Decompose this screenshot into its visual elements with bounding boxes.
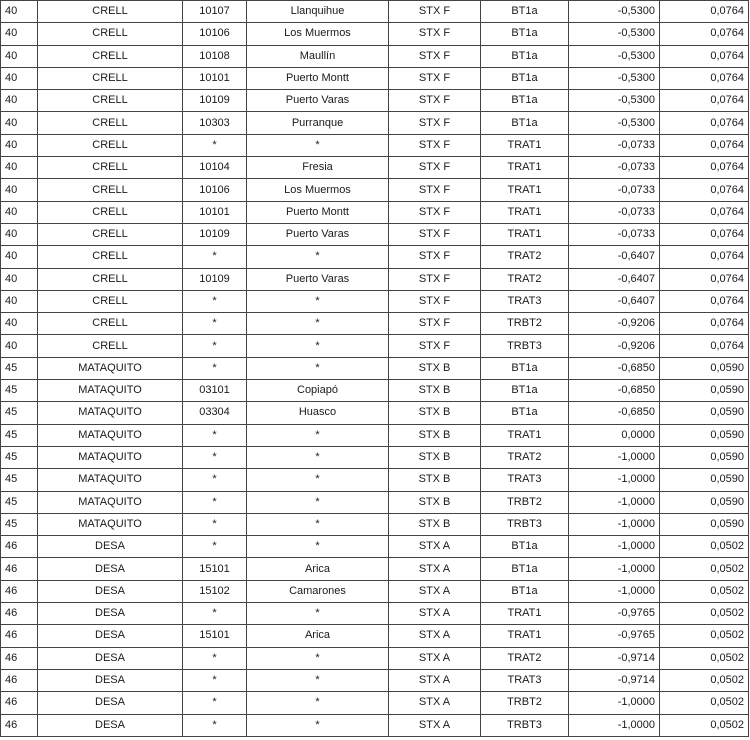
stx-cell: STX F (389, 90, 481, 112)
code-cell: * (183, 647, 247, 669)
name-cell: MATAQUITO (38, 402, 183, 424)
id-cell: 40 (1, 45, 38, 67)
table-row (1, 290, 749, 312)
table-row (1, 246, 749, 268)
category-cell: TRAT1 (481, 625, 569, 647)
commune-cell: Puerto Montt (247, 201, 389, 223)
rate-cell: 0,0764 (660, 179, 749, 201)
stx-cell: STX B (389, 424, 481, 446)
commune-cell: Puerto Varas (247, 268, 389, 290)
value-cell: -0,9714 (569, 669, 660, 691)
rate-cell: 0,0502 (660, 558, 749, 580)
rate-cell: 0,0590 (660, 357, 749, 379)
category-cell: TRAT2 (481, 647, 569, 669)
rate-cell: 0,0590 (660, 402, 749, 424)
rate-cell: 0,0502 (660, 625, 749, 647)
table-body (1, 1, 749, 737)
category-cell: TRBT2 (481, 313, 569, 335)
id-cell: 45 (1, 446, 38, 468)
value-cell: -1,0000 (569, 446, 660, 468)
category-cell: TRBT3 (481, 714, 569, 736)
code-cell: 03304 (183, 402, 247, 424)
rate-cell: 0,0764 (660, 246, 749, 268)
table-row (1, 90, 749, 112)
category-cell: BT1a (481, 402, 569, 424)
value-cell: -0,9765 (569, 625, 660, 647)
category-cell: BT1a (481, 23, 569, 45)
table-row (1, 536, 749, 558)
code-cell: * (183, 714, 247, 736)
commune-cell: * (247, 357, 389, 379)
table-row (1, 669, 749, 691)
name-cell: CRELL (38, 45, 183, 67)
name-cell: CRELL (38, 335, 183, 357)
stx-cell: STX B (389, 446, 481, 468)
id-cell: 46 (1, 692, 38, 714)
name-cell: CRELL (38, 268, 183, 290)
stx-cell: STX B (389, 513, 481, 535)
category-cell: TRAT2 (481, 268, 569, 290)
code-cell: 10107 (183, 1, 247, 23)
value-cell: -0,9206 (569, 335, 660, 357)
name-cell: CRELL (38, 112, 183, 134)
commune-cell: * (247, 469, 389, 491)
rate-cell: 0,0502 (660, 669, 749, 691)
id-cell: 40 (1, 1, 38, 23)
category-cell: TRAT1 (481, 603, 569, 625)
stx-cell: STX F (389, 1, 481, 23)
table-row (1, 313, 749, 335)
rate-cell: 0,0502 (660, 603, 749, 625)
rate-cell: 0,0764 (660, 201, 749, 223)
commune-cell: Llanquihue (247, 1, 389, 23)
commune-cell: * (247, 134, 389, 156)
value-cell: -0,6850 (569, 380, 660, 402)
name-cell: DESA (38, 580, 183, 602)
category-cell: BT1a (481, 380, 569, 402)
code-cell: * (183, 446, 247, 468)
value-cell: -0,6407 (569, 268, 660, 290)
code-cell: 03101 (183, 380, 247, 402)
id-cell: 46 (1, 536, 38, 558)
value-cell: -0,0733 (569, 223, 660, 245)
code-cell: 10109 (183, 223, 247, 245)
table-row (1, 380, 749, 402)
commune-cell: * (247, 424, 389, 446)
category-cell: TRAT3 (481, 469, 569, 491)
table-row (1, 223, 749, 245)
name-cell: DESA (38, 669, 183, 691)
id-cell: 40 (1, 179, 38, 201)
value-cell: -0,0733 (569, 201, 660, 223)
commune-cell: * (247, 603, 389, 625)
code-cell: 10303 (183, 112, 247, 134)
rate-cell: 0,0764 (660, 134, 749, 156)
value-cell: -0,9765 (569, 603, 660, 625)
commune-cell: * (247, 513, 389, 535)
stx-cell: STX F (389, 134, 481, 156)
value-cell: -1,0000 (569, 513, 660, 535)
rate-cell: 0,0590 (660, 380, 749, 402)
commune-cell: Los Muermos (247, 23, 389, 45)
category-cell: TRAT1 (481, 179, 569, 201)
code-cell: 10106 (183, 179, 247, 201)
table-row (1, 23, 749, 45)
id-cell: 40 (1, 201, 38, 223)
name-cell: DESA (38, 536, 183, 558)
name-cell: CRELL (38, 246, 183, 268)
value-cell: -0,5300 (569, 90, 660, 112)
name-cell: CRELL (38, 23, 183, 45)
stx-cell: STX B (389, 491, 481, 513)
stx-cell: STX A (389, 603, 481, 625)
code-cell: 10108 (183, 45, 247, 67)
commune-cell: * (247, 692, 389, 714)
table-row (1, 402, 749, 424)
rate-cell: 0,0764 (660, 290, 749, 312)
name-cell: CRELL (38, 134, 183, 156)
rate-cell: 0,0764 (660, 112, 749, 134)
code-cell: * (183, 669, 247, 691)
name-cell: DESA (38, 625, 183, 647)
stx-cell: STX A (389, 647, 481, 669)
category-cell: BT1a (481, 580, 569, 602)
category-cell: TRAT1 (481, 223, 569, 245)
category-cell: TRAT3 (481, 290, 569, 312)
value-cell: -0,0733 (569, 157, 660, 179)
name-cell: MATAQUITO (38, 446, 183, 468)
id-cell: 45 (1, 491, 38, 513)
id-cell: 40 (1, 134, 38, 156)
stx-cell: STX A (389, 714, 481, 736)
table-row (1, 558, 749, 580)
category-cell: BT1a (481, 67, 569, 89)
category-cell: TRBT3 (481, 335, 569, 357)
category-cell: BT1a (481, 1, 569, 23)
id-cell: 40 (1, 112, 38, 134)
name-cell: DESA (38, 714, 183, 736)
category-cell: BT1a (481, 90, 569, 112)
id-cell: 40 (1, 90, 38, 112)
commune-cell: Huasco (247, 402, 389, 424)
id-cell: 46 (1, 647, 38, 669)
rate-cell: 0,0764 (660, 23, 749, 45)
code-cell: 10104 (183, 157, 247, 179)
table-row (1, 580, 749, 602)
category-cell: TRAT1 (481, 134, 569, 156)
value-cell: -0,5300 (569, 23, 660, 45)
rate-cell: 0,0590 (660, 469, 749, 491)
name-cell: MATAQUITO (38, 469, 183, 491)
rate-cell: 0,0590 (660, 491, 749, 513)
code-cell: * (183, 290, 247, 312)
code-cell: * (183, 424, 247, 446)
code-cell: 10101 (183, 67, 247, 89)
commune-cell: Fresia (247, 157, 389, 179)
commune-cell: * (247, 491, 389, 513)
rate-cell: 0,0764 (660, 1, 749, 23)
table-row (1, 491, 749, 513)
name-cell: MATAQUITO (38, 424, 183, 446)
category-cell: TRBT2 (481, 692, 569, 714)
table-row (1, 714, 749, 736)
id-cell: 40 (1, 223, 38, 245)
stx-cell: STX A (389, 580, 481, 602)
id-cell: 46 (1, 625, 38, 647)
name-cell: MATAQUITO (38, 357, 183, 379)
id-cell: 46 (1, 558, 38, 580)
category-cell: BT1a (481, 536, 569, 558)
code-cell: 15101 (183, 558, 247, 580)
rate-cell: 0,0764 (660, 335, 749, 357)
value-cell: -0,6407 (569, 290, 660, 312)
category-cell: BT1a (481, 112, 569, 134)
name-cell: MATAQUITO (38, 491, 183, 513)
commune-cell: * (247, 446, 389, 468)
table-row (1, 357, 749, 379)
table-row (1, 692, 749, 714)
value-cell: -0,9714 (569, 647, 660, 669)
table-row (1, 179, 749, 201)
commune-cell: Puerto Varas (247, 90, 389, 112)
commune-cell: Los Muermos (247, 179, 389, 201)
commune-cell: * (247, 335, 389, 357)
commune-cell: Maullín (247, 45, 389, 67)
value-cell: -1,0000 (569, 469, 660, 491)
value-cell: -1,0000 (569, 714, 660, 736)
name-cell: CRELL (38, 157, 183, 179)
stx-cell: STX F (389, 290, 481, 312)
code-cell: * (183, 335, 247, 357)
stx-cell: STX F (389, 179, 481, 201)
table-row (1, 134, 749, 156)
stx-cell: STX A (389, 692, 481, 714)
name-cell: CRELL (38, 179, 183, 201)
id-cell: 40 (1, 23, 38, 45)
rate-cell: 0,0764 (660, 157, 749, 179)
code-cell: * (183, 603, 247, 625)
commune-cell: * (247, 246, 389, 268)
table-row (1, 157, 749, 179)
code-cell: 15101 (183, 625, 247, 647)
name-cell: CRELL (38, 67, 183, 89)
stx-cell: STX A (389, 558, 481, 580)
stx-cell: STX F (389, 313, 481, 335)
name-cell: DESA (38, 603, 183, 625)
code-cell: 10106 (183, 23, 247, 45)
rate-cell: 0,0764 (660, 90, 749, 112)
rate-cell: 0,0764 (660, 45, 749, 67)
stx-cell: STX F (389, 45, 481, 67)
commune-cell: Purranque (247, 112, 389, 134)
code-cell: * (183, 134, 247, 156)
commune-cell: Camarones (247, 580, 389, 602)
code-cell: 10109 (183, 268, 247, 290)
table-row (1, 45, 749, 67)
commune-cell: * (247, 313, 389, 335)
name-cell: DESA (38, 647, 183, 669)
table-row (1, 603, 749, 625)
rate-cell: 0,0764 (660, 223, 749, 245)
value-cell: -0,5300 (569, 67, 660, 89)
commune-cell: * (247, 290, 389, 312)
stx-cell: STX B (389, 469, 481, 491)
id-cell: 45 (1, 424, 38, 446)
value-cell: -0,6850 (569, 402, 660, 424)
code-cell: * (183, 513, 247, 535)
commune-cell: Arica (247, 625, 389, 647)
name-cell: MATAQUITO (38, 380, 183, 402)
table-row (1, 112, 749, 134)
table-row (1, 67, 749, 89)
category-cell: TRAT1 (481, 201, 569, 223)
rate-cell: 0,0502 (660, 580, 749, 602)
code-cell: 10101 (183, 201, 247, 223)
rate-cell: 0,0590 (660, 446, 749, 468)
rate-cell: 0,0590 (660, 513, 749, 535)
name-cell: CRELL (38, 223, 183, 245)
rate-cell: 0,0764 (660, 313, 749, 335)
category-cell: BT1a (481, 357, 569, 379)
rate-cell: 0,0502 (660, 536, 749, 558)
commune-cell: Puerto Montt (247, 67, 389, 89)
commune-cell: Copiapó (247, 380, 389, 402)
stx-cell: STX F (389, 246, 481, 268)
table-row (1, 647, 749, 669)
table-row (1, 201, 749, 223)
code-cell: * (183, 469, 247, 491)
stx-cell: STX F (389, 67, 481, 89)
category-cell: BT1a (481, 45, 569, 67)
stx-cell: STX F (389, 268, 481, 290)
category-cell: TRAT3 (481, 669, 569, 691)
value-cell: -0,0733 (569, 179, 660, 201)
id-cell: 46 (1, 580, 38, 602)
value-cell: -0,6407 (569, 246, 660, 268)
code-cell: * (183, 246, 247, 268)
stx-cell: STX F (389, 201, 481, 223)
code-cell: * (183, 536, 247, 558)
value-cell: -0,6850 (569, 357, 660, 379)
stx-cell: STX A (389, 536, 481, 558)
id-cell: 45 (1, 513, 38, 535)
value-cell: -1,0000 (569, 558, 660, 580)
code-cell: * (183, 357, 247, 379)
value-cell: -1,0000 (569, 491, 660, 513)
category-cell: TRAT2 (481, 446, 569, 468)
rate-cell: 0,0502 (660, 692, 749, 714)
table-row (1, 469, 749, 491)
rate-cell: 0,0764 (660, 268, 749, 290)
table-row (1, 625, 749, 647)
stx-cell: STX F (389, 112, 481, 134)
name-cell: CRELL (38, 90, 183, 112)
category-cell: TRAT1 (481, 157, 569, 179)
rate-cell: 0,0502 (660, 714, 749, 736)
code-cell: * (183, 692, 247, 714)
stx-cell: STX A (389, 625, 481, 647)
category-cell: TRBT2 (481, 491, 569, 513)
id-cell: 40 (1, 67, 38, 89)
stx-cell: STX F (389, 23, 481, 45)
commune-cell: Arica (247, 558, 389, 580)
value-cell: -0,5300 (569, 1, 660, 23)
id-cell: 45 (1, 380, 38, 402)
stx-cell: STX B (389, 357, 481, 379)
value-cell: -0,0733 (569, 134, 660, 156)
id-cell: 40 (1, 313, 38, 335)
code-cell: * (183, 313, 247, 335)
name-cell: CRELL (38, 1, 183, 23)
category-cell: BT1a (481, 558, 569, 580)
name-cell: DESA (38, 692, 183, 714)
table-row (1, 1, 749, 23)
stx-cell: STX A (389, 669, 481, 691)
category-cell: TRAT2 (481, 246, 569, 268)
table-row (1, 446, 749, 468)
commune-cell: * (247, 669, 389, 691)
stx-cell: STX F (389, 157, 481, 179)
commune-cell: * (247, 647, 389, 669)
id-cell: 40 (1, 268, 38, 290)
stx-cell: STX B (389, 402, 481, 424)
table-row (1, 335, 749, 357)
name-cell: CRELL (38, 313, 183, 335)
commune-cell: * (247, 714, 389, 736)
id-cell: 45 (1, 469, 38, 491)
stx-cell: STX B (389, 380, 481, 402)
rate-cell: 0,0764 (660, 67, 749, 89)
id-cell: 45 (1, 402, 38, 424)
name-cell: CRELL (38, 290, 183, 312)
category-cell: TRAT1 (481, 424, 569, 446)
code-cell: 10109 (183, 90, 247, 112)
commune-cell: Puerto Varas (247, 223, 389, 245)
code-cell: 15102 (183, 580, 247, 602)
category-cell: TRBT3 (481, 513, 569, 535)
id-cell: 40 (1, 335, 38, 357)
stx-cell: STX F (389, 223, 481, 245)
table-row (1, 268, 749, 290)
name-cell: MATAQUITO (38, 513, 183, 535)
value-cell: -0,9206 (569, 313, 660, 335)
rate-cell: 0,0502 (660, 647, 749, 669)
table-row (1, 513, 749, 535)
value-cell: -1,0000 (569, 692, 660, 714)
value-cell: -1,0000 (569, 536, 660, 558)
id-cell: 46 (1, 603, 38, 625)
id-cell: 40 (1, 157, 38, 179)
id-cell: 40 (1, 290, 38, 312)
value-cell: -0,5300 (569, 45, 660, 67)
code-cell: * (183, 491, 247, 513)
commune-cell: * (247, 536, 389, 558)
value-cell: 0,0000 (569, 424, 660, 446)
name-cell: DESA (38, 558, 183, 580)
value-cell: -1,0000 (569, 580, 660, 602)
id-cell: 40 (1, 246, 38, 268)
rate-cell: 0,0590 (660, 424, 749, 446)
stx-cell: STX F (389, 335, 481, 357)
id-cell: 45 (1, 357, 38, 379)
value-cell: -0,5300 (569, 112, 660, 134)
table-row (1, 424, 749, 446)
id-cell: 46 (1, 669, 38, 691)
name-cell: CRELL (38, 201, 183, 223)
id-cell: 46 (1, 714, 38, 736)
